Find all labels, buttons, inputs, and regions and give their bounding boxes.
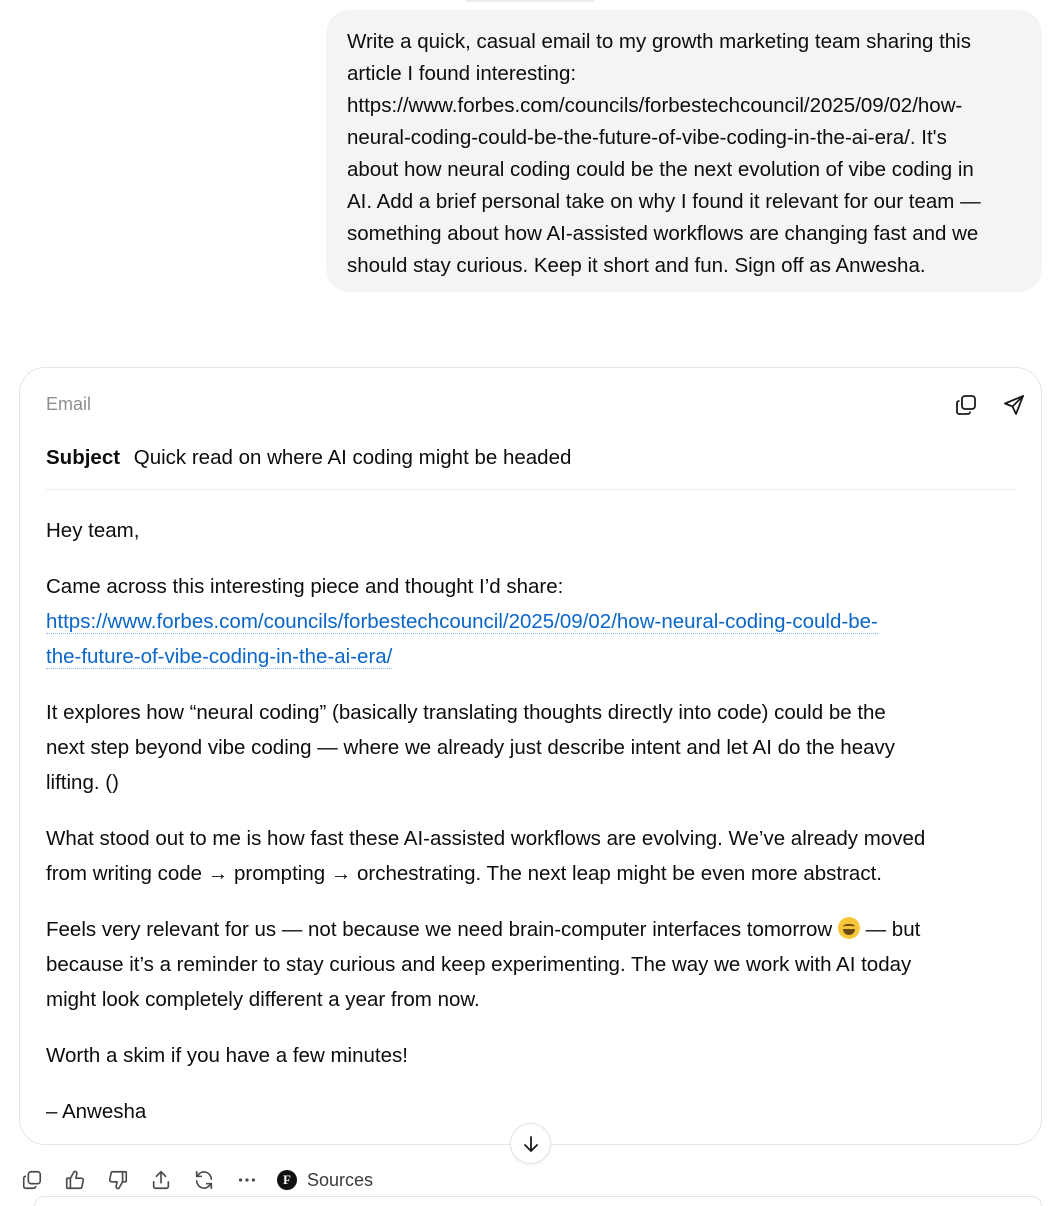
more-actions-button[interactable] (234, 1167, 260, 1193)
scroll-to-bottom-button[interactable] (510, 1123, 551, 1164)
user-message-line: something about how AI-assisted workflows are changing fast and we (347, 222, 979, 245)
user-message-line: https://www.forbes.com/councils/forbestechcouncil/2025/09/02/how- (347, 94, 963, 117)
sources-button[interactable] (277, 1170, 373, 1191)
email-line: What stood out to me is how fast these AI-assisted workflows are evolving. We’ve already moved (46, 827, 926, 850)
email-line: lifting. () (46, 771, 119, 794)
share-button[interactable] (148, 1167, 174, 1193)
forbes-logo-icon: F (277, 1170, 297, 1190)
email-draft-card (19, 367, 1042, 1145)
article-link[interactable]: the-future-of-vibe-coding-in-the-ai-era/ (46, 645, 393, 668)
copy-response-button[interactable] (19, 1167, 45, 1193)
thumbs-up-icon (64, 1169, 86, 1191)
user-message-line: Write a quick, casual email to my growth marketing team sharing this (347, 30, 971, 53)
article-link-line (46, 639, 1006, 674)
email-paragraph (46, 695, 1006, 800)
subject-divider (46, 489, 1015, 490)
email-paragraph (46, 912, 1006, 1017)
user-message-line: neural-coding-could-be-the-future-of-vibe-coding-in-the-ai-era/. It's (347, 126, 947, 149)
email-line: because it’s a reminder to stay curious and keep experimenting. The way we work with AI today (46, 953, 912, 976)
share-icon (150, 1169, 172, 1191)
email-text: Feels very relevant for us — not because we need brain-computer interfaces tomorrow (46, 918, 833, 941)
grinning-face-emoji-icon (838, 917, 860, 939)
email-body (46, 513, 1006, 1150)
email-card-label: Email (46, 394, 92, 414)
email-paragraph (46, 821, 1006, 891)
email-text: — but (865, 918, 921, 941)
sources-label: Sources (307, 1169, 374, 1190)
regenerate-button[interactable] (191, 1167, 217, 1193)
composer-input-edge[interactable] (34, 1196, 1042, 1206)
email-line: from writing code → prompting → orchestrating. The next leap might be even more abstract. (46, 862, 882, 885)
user-message-bubble (326, 10, 1042, 292)
send-email-button[interactable] (999, 390, 1029, 420)
bad-response-button[interactable] (105, 1167, 131, 1193)
paper-plane-icon (1002, 393, 1026, 417)
email-line: next step beyond vibe coding — where we already just describe intent and let AI do the heavy (46, 736, 895, 759)
message-action-bar (19, 1164, 373, 1196)
email-line: It explores how “neural coding” (basically translating thoughts directly into code) could be the (46, 701, 886, 724)
user-message-line: should stay curious. Keep it short and fun. Sign off as Anwesha. (347, 254, 926, 277)
email-closing: Worth a skim if you have a few minutes! (46, 1044, 408, 1067)
arrow-down-icon (521, 1134, 541, 1154)
email-signoff: – Anwesha (46, 1100, 147, 1123)
copy-icon (21, 1169, 43, 1191)
email-intro-paragraph (46, 569, 1006, 674)
more-icon (236, 1169, 258, 1191)
copy-email-button[interactable] (951, 390, 981, 420)
subject-key: Subject (46, 446, 121, 469)
previous-message-edge (466, 0, 594, 2)
thumbs-down-icon (107, 1169, 129, 1191)
article-link-line (46, 604, 1006, 639)
email-line (46, 912, 1006, 947)
email-intro: Came across this interesting piece and thought I’d share: (46, 575, 564, 598)
user-message-line: article I found interesting: (347, 62, 577, 85)
subject-value: Quick read on where AI coding might be headed (133, 446, 572, 469)
user-message-line: about how neural coding could be the next evolution of vibe coding in (347, 158, 974, 181)
email-greeting: Hey team, (46, 519, 140, 542)
regenerate-icon (193, 1169, 215, 1191)
email-line: might look completely different a year from now. (46, 988, 480, 1011)
copy-icon (954, 393, 978, 417)
good-response-button[interactable] (62, 1167, 88, 1193)
user-message-line: AI. Add a brief personal take on why I found it relevant for our team — (347, 190, 981, 213)
article-link[interactable]: https://www.forbes.com/councils/forbestechcouncil/2025/09/02/how-neural-coding-could-be- (46, 610, 878, 633)
email-subject (46, 444, 1015, 472)
